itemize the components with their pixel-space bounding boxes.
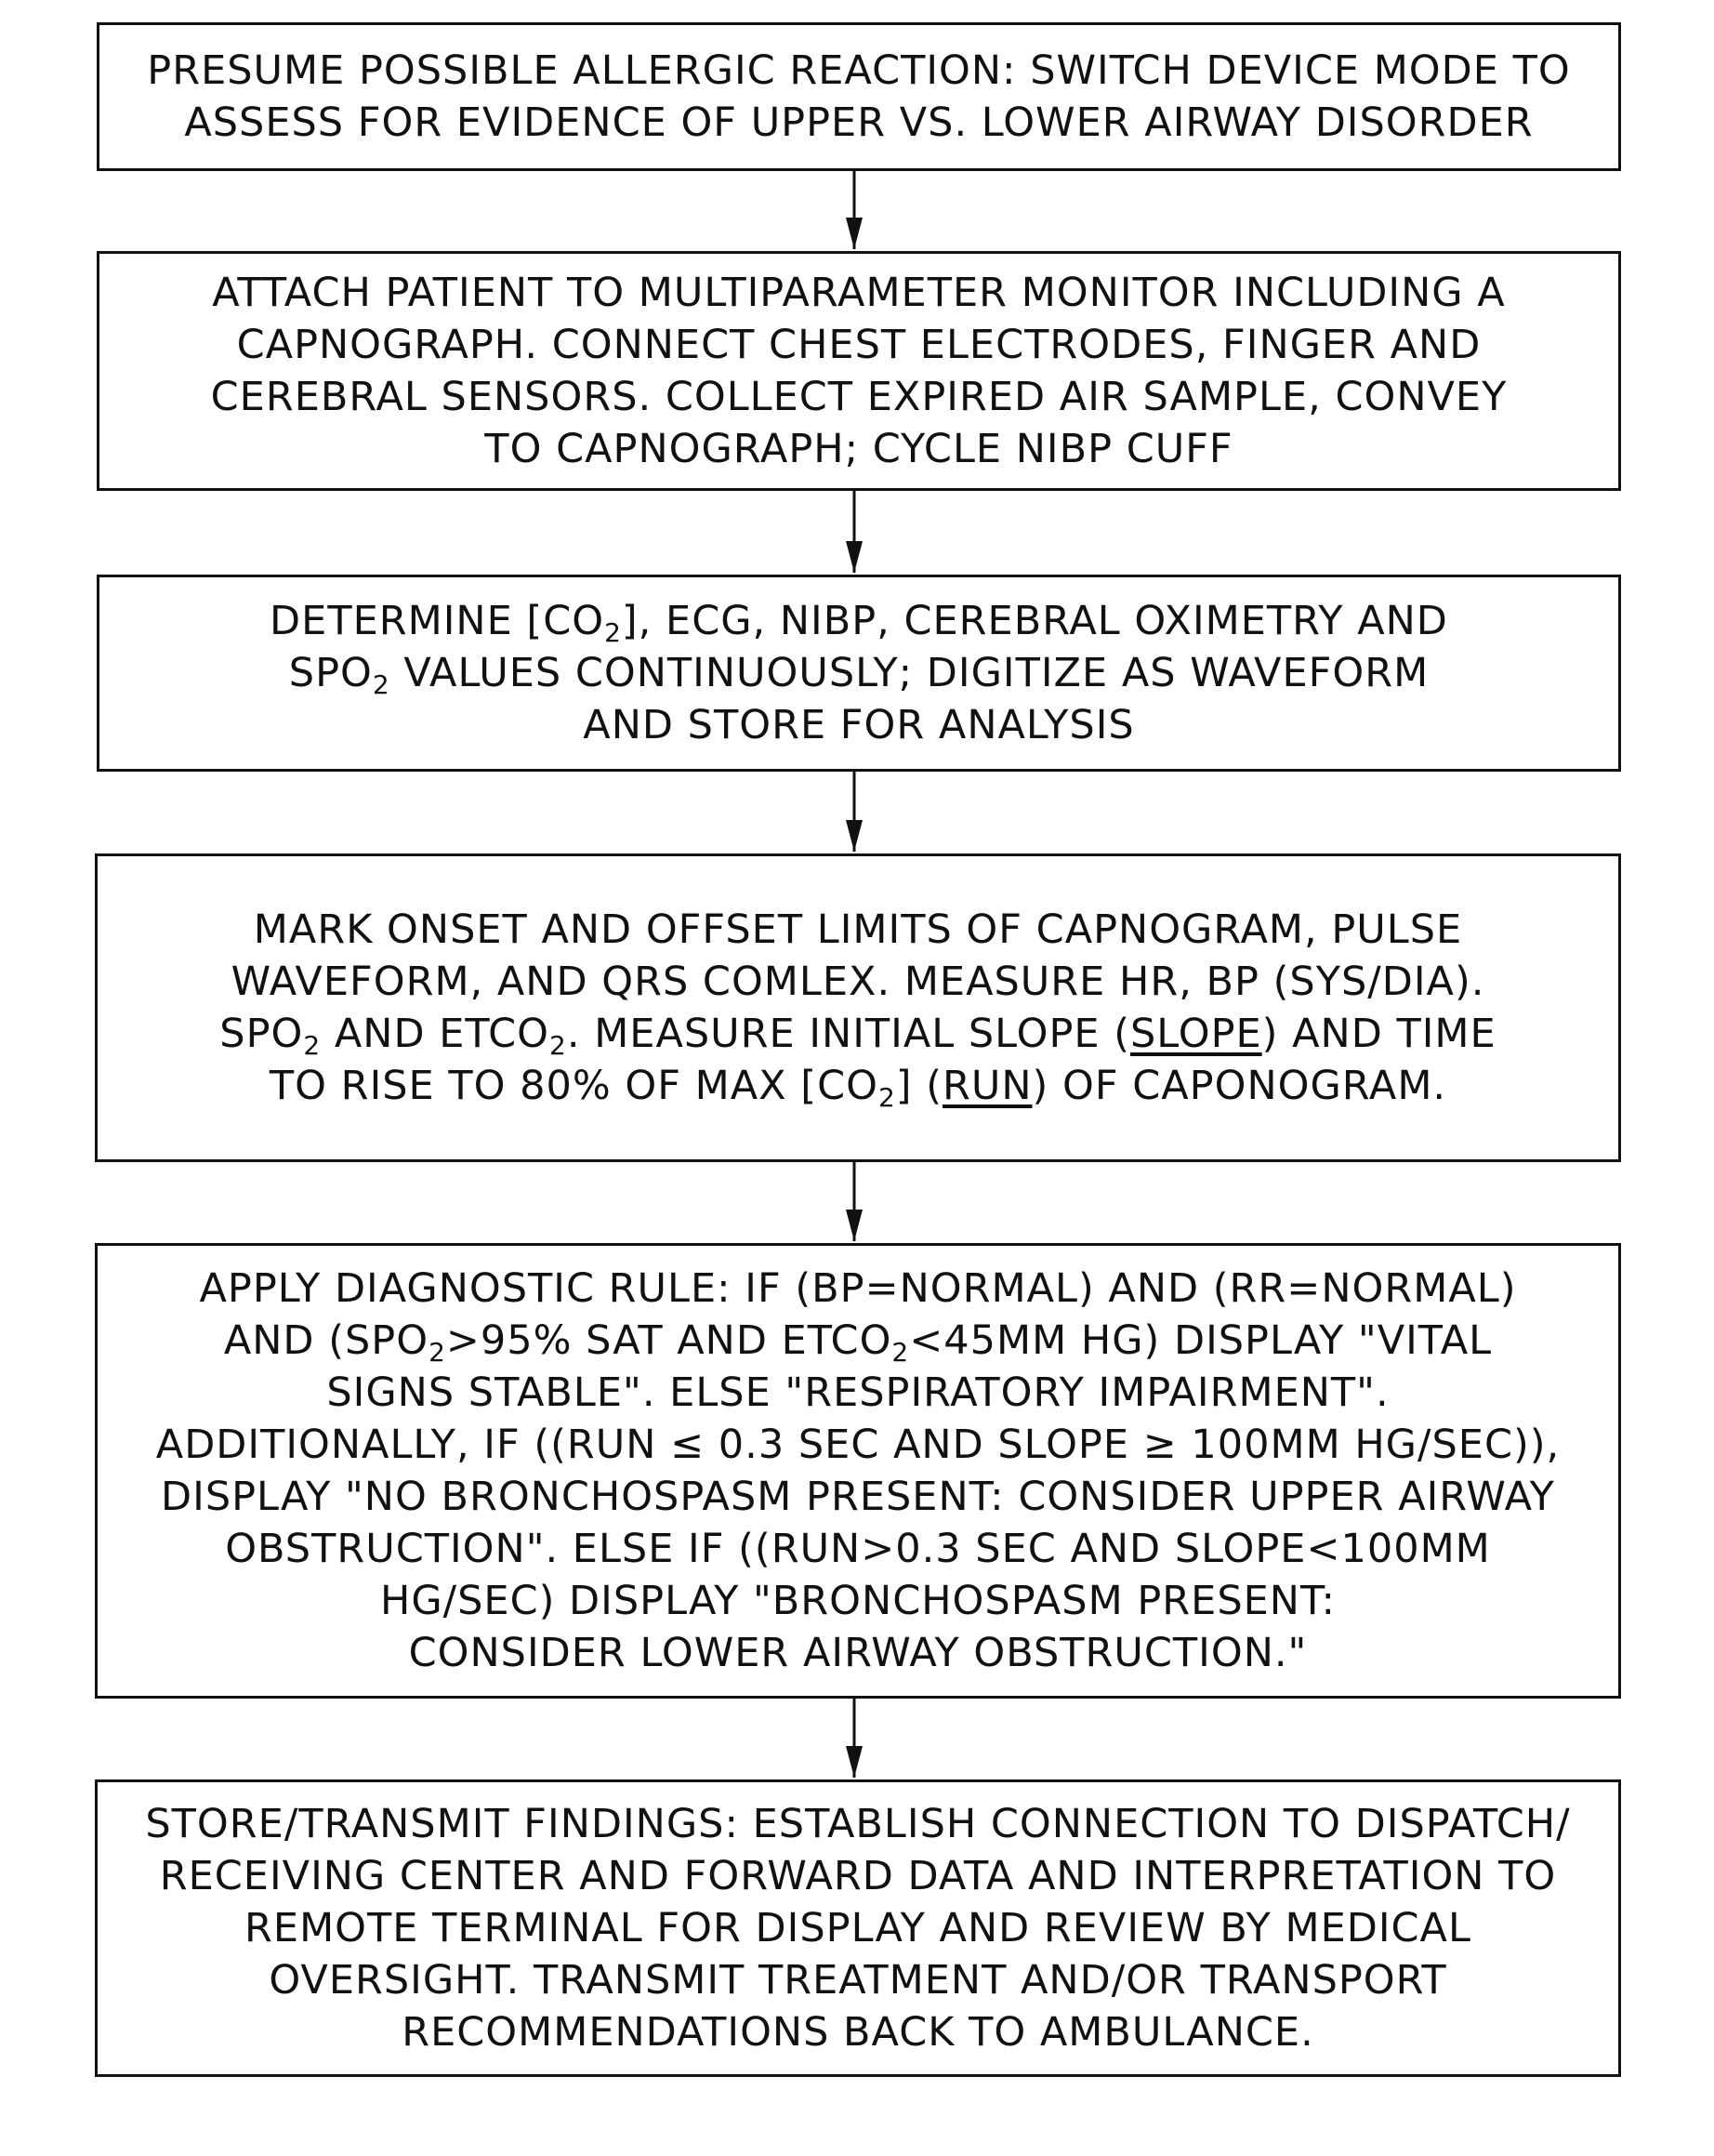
text-segment: ) AND TIME xyxy=(1262,1011,1496,1057)
text-segment: VALUES CONTINUOUSLY; DIGITIZE AS WAVEFORM xyxy=(390,650,1429,696)
step-text-line xyxy=(156,1627,1560,1679)
text-segment: MARK ONSET AND OFFSET LIMITS OF CAPNOGRAM, PULSE xyxy=(254,906,1462,953)
text-segment: SPO xyxy=(219,1011,303,1057)
text-segment: <45MM HG) DISPLAY "VITAL xyxy=(909,1317,1492,1364)
text-segment: SPO xyxy=(289,650,373,696)
step-text-line xyxy=(156,1263,1560,1315)
step-text-line xyxy=(219,1008,1496,1060)
step-text-line xyxy=(145,1954,1570,2006)
down-arrow-icon xyxy=(840,491,868,575)
text-segment: ) OF CAPONOGRAM. xyxy=(1033,1063,1447,1109)
step-text-line xyxy=(270,595,1448,647)
subscript: 2 xyxy=(549,1030,567,1061)
text-segment: SIGNS STABLE". ELSE "RESPIRATORY IMPAIRMENT". xyxy=(326,1369,1389,1416)
subscript: 2 xyxy=(428,1337,446,1368)
text-segment: OVERSIGHT. TRANSMIT TREATMENT AND/OR TRANSPORT xyxy=(269,1957,1446,2004)
text-segment: DETERMINE [CO xyxy=(270,598,604,644)
text-segment: AND STORE FOR ANALYSIS xyxy=(583,702,1134,748)
step-6-transmit-findings-box xyxy=(95,1779,1621,2077)
down-arrow-icon xyxy=(840,772,868,853)
step-1-allergic-reaction-box xyxy=(97,22,1621,171)
text-segment: ADDITIONALLY, IF ((RUN ≤ 0.3 SEC AND SLOPE ≥ 100MM HG/SEC)), xyxy=(156,1422,1560,1468)
step-text-line xyxy=(211,371,1508,423)
text-segment: ATTACH PATIENT TO MULTIPARAMETER MONITOR INCLUDING A xyxy=(212,270,1505,316)
step-text-line xyxy=(156,1575,1560,1627)
text-segment: AND ETCO xyxy=(321,1011,549,1057)
step-text-line xyxy=(147,97,1570,149)
text-segment: TO RISE TO 80% OF MAX [CO xyxy=(270,1063,878,1109)
step-text-line xyxy=(270,699,1448,751)
step-4-mark-limits-box xyxy=(95,853,1621,1162)
step-2-text xyxy=(211,267,1508,475)
step-text-line xyxy=(211,267,1508,319)
step-text-line xyxy=(156,1315,1560,1367)
subscript: 2 xyxy=(303,1030,321,1061)
text-segment: HG/SEC) DISPLAY "BRONCHOSPASM PRESENT: xyxy=(380,1578,1336,1624)
step-1-text xyxy=(147,45,1570,149)
step-text-line xyxy=(145,1902,1570,1954)
text-segment: ] ( xyxy=(896,1063,943,1109)
text-segment: >95% SAT AND ETCO xyxy=(446,1317,892,1364)
step-text-line xyxy=(145,1850,1570,1902)
step-2-attach-monitor-box xyxy=(97,251,1621,491)
step-text-line xyxy=(156,1419,1560,1471)
text-segment: CAPNOGRAPH. CONNECT CHEST ELECTRODES, FINGER AND xyxy=(237,322,1482,368)
step-5-text xyxy=(156,1263,1560,1679)
step-text-line xyxy=(211,423,1508,475)
text-segment: OBSTRUCTION". ELSE IF ((RUN>0.3 SEC AND SLOPE<100MM xyxy=(225,1526,1491,1572)
text-segment: ASSESS FOR EVIDENCE OF UPPER VS. LOWER AIRWAY DISORDER xyxy=(184,99,1533,146)
subscript: 2 xyxy=(604,617,622,648)
subscript: 2 xyxy=(373,669,390,700)
step-5-diagnostic-rule-box xyxy=(95,1243,1621,1699)
text-segment: WAVEFORM, AND QRS COMLEX. MEASURE HR, BP (SYS/DIA). xyxy=(231,959,1485,1005)
step-text-line xyxy=(156,1471,1560,1523)
text-segment: CEREBRAL SENSORS. COLLECT EXPIRED AIR SAMPLE, CONVEY xyxy=(211,374,1508,420)
step-text-line xyxy=(270,647,1448,699)
text-segment: RECEIVING CENTER AND FORWARD DATA AND INTERPRETATION TO xyxy=(160,1853,1557,1899)
text-segment: RECOMMENDATIONS BACK TO AMBULANCE. xyxy=(402,2009,1314,2056)
text-segment: . MEASURE INITIAL SLOPE ( xyxy=(567,1011,1130,1057)
step-text-line xyxy=(156,1523,1560,1575)
text-segment: TO CAPNOGRAPH; CYCLE NIBP CUFF xyxy=(484,426,1233,472)
text-segment: DISPLAY "NO BRONCHOSPASM PRESENT: CONSIDER UPPER AIRWAY xyxy=(161,1474,1555,1520)
step-text-line xyxy=(219,956,1496,1008)
step-text-line xyxy=(211,319,1508,371)
step-6-text xyxy=(145,1798,1570,2058)
down-arrow-icon xyxy=(840,1162,868,1243)
step-4-text xyxy=(219,904,1496,1112)
down-arrow-icon xyxy=(840,171,868,251)
step-text-line xyxy=(156,1367,1560,1419)
text-segment: REMOTE TERMINAL FOR DISPLAY AND REVIEW BY MEDICAL xyxy=(244,1905,1471,1951)
step-text-line xyxy=(147,45,1570,97)
step-text-line xyxy=(145,2006,1570,2058)
text-segment: APPLY DIAGNOSTIC RULE: IF (BP=NORMAL) AND (RR=NORMAL) xyxy=(199,1265,1516,1312)
subscript: 2 xyxy=(891,1337,909,1368)
underlined-term: RUN xyxy=(943,1063,1033,1109)
text-segment: STORE/TRANSMIT FINDINGS: ESTABLISH CONNECTION TO DISPATCH/ xyxy=(145,1801,1570,1847)
text-segment: ], ECG, NIBP, CEREBRAL OXIMETRY AND xyxy=(622,598,1448,644)
text-segment: CONSIDER LOWER AIRWAY OBSTRUCTION." xyxy=(409,1630,1308,1676)
down-arrow-icon xyxy=(840,1699,868,1779)
step-text-line xyxy=(219,904,1496,956)
step-3-text xyxy=(270,595,1448,751)
underlined-term: SLOPE xyxy=(1130,1011,1262,1057)
step-text-line xyxy=(145,1798,1570,1850)
text-segment: AND (SPO xyxy=(224,1317,428,1364)
step-3-determine-values-box xyxy=(97,575,1621,772)
subscript: 2 xyxy=(878,1082,896,1113)
text-segment: PRESUME POSSIBLE ALLERGIC REACTION: SWITCH DEVICE MODE TO xyxy=(147,47,1570,94)
step-text-line xyxy=(219,1060,1496,1112)
